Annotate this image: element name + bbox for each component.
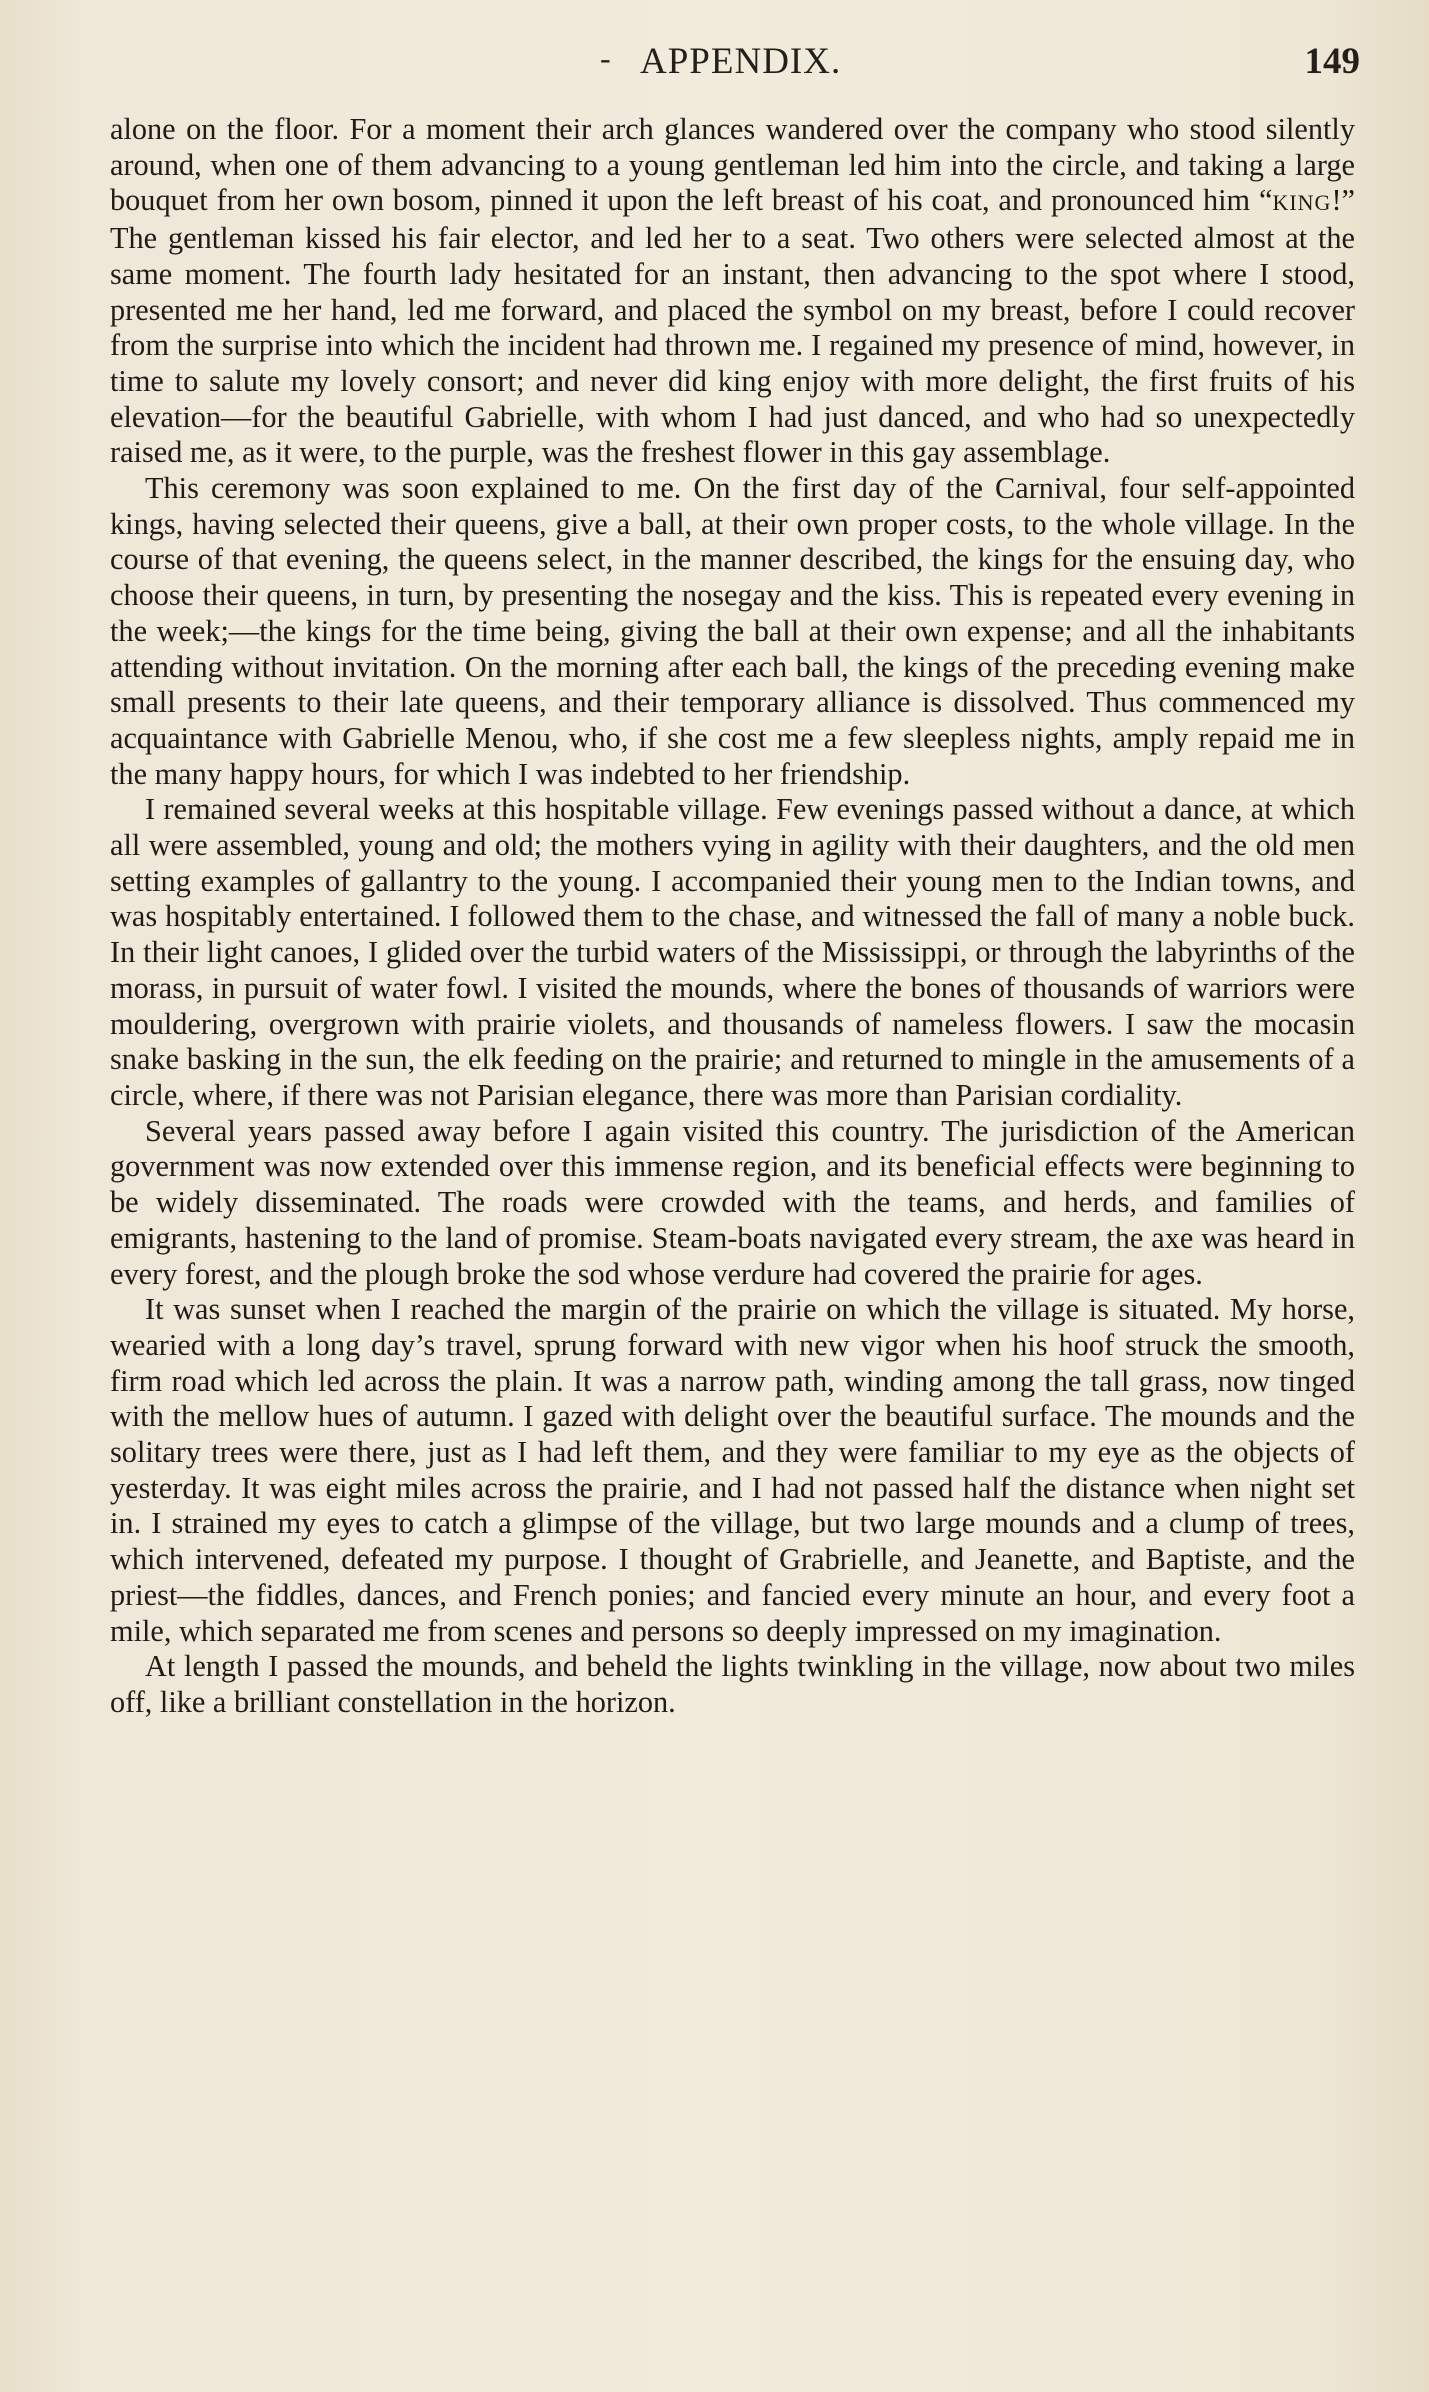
paragraph-1 [110,112,1355,471]
paragraph-2: This ceremony was soon explained to me. On the first day of the Carnival, four self-appointed kings, having selected their queens, give a ball, at their own proper costs, to the whole village. In the course of that evening, the queens select, in the manner described, the kings for the ensuing day, who choose their queens, in turn, by presenting the nosegay and the kiss. This is repeated every evening in the week;—the kings for the time being, giving the ball at their own expense; and all the inhabitants attending without invitation. On the morning after each ball, the kings of the preceding evening make small presents to their late queens, and their temporary alliance is dissolved. Thus commenced my acquaintance with Gabrielle Menou, who, if she cost me a few sleepless nights, amply repaid me in the many happy hours, for which I was indebted to her friendship. [110,471,1355,791]
paragraph-5: It was sunset when I reached the margin of the prairie on which the village is situated. My horse, wearied with a long day’s travel, sprung forward with new vigor when his hoof struck the smooth, firm road which led across the plain. It was a narrow path, winding among the tall grass, now tinged with the mellow hues of autumn. I gazed with delight over the beautiful surface. The mounds and the solitary trees were there, just as I had left them, and they were familiar to my eye as the objects of yesterday. It was eight miles across the prairie, and I had not passed half the distance when night set in. I strained my eyes to catch a glimpse of the village, but two large mounds and a clump of trees, which intervened, defeated my purpose. I thought of Grabrielle, and Jeanette, and Baptiste, and the priest—the fiddles, dances, and French ponies; and fancied every minute an hour, and every foot a mile, which separated me from scenes and persons so deeply impressed on my imagination. [110,1292,1355,1648]
paragraph-4: Several years passed away before I again visited this country. The jurisdiction of the American government was now extended over this immense region, and its beneficial effects were beginning to be widely disseminated. The roads were crowded with the teams, and herds, and families of emigrants, hastening to the land of promise. Steam-boats navigated every stream, the axe was heard in every forest, and the plough broke the sod whose verdure had covered the prairie for ages. [110,1113,1355,1291]
header-dash: - [600,40,611,76]
body-text [110,112,1355,1721]
paragraph-1-post: !” The gentleman kissed his fair elector, and led her to a seat. Two others were selected almost at the same moment. The fourth lady hesitated for an instant, then advancing to the spot where I stood, presented me her hand, led me forward, and placed the symbol on my breast, before I could recover from the surprise into which the incident had thrown me. I regained my presence of mind, however, in time to salute my lovely consort; and never did king enjoy with more delight, the first fruits of his elevation—for the beautiful Gabrielle, with whom I had just danced, and who had so unexpectedly raised me, as it were, to the purple, was the freshest flower in this gay assemblage. [110,183,1355,470]
king-smallcaps: KING [1272,190,1332,216]
paragraph-3: I remained several weeks at this hospitable village. Few evenings passed without a dance, at which all were assembled, young and old; the mothers vying in agility with their daughters, and the old men setting examples of gallantry to the young. I accompanied their young men to the Indian towns, and was hospitably entertained. I followed them to the chase, and witnessed the fall of many a noble buck. In their light canoes, I glided over the turbid waters of the Mississippi, or through the labyrinths of the morass, in pursuit of water fowl. I visited the mounds, where the bones of thousands of warriors were mouldering, overgrown with prairie violets, and thousands of nameless flowers. I saw the mocasin snake basking in the sun, the elk feeding on the prairie; and returned to mingle in the amusements of a circle, where, if there was not Parisian elegance, there was more than Parisian cordiality. [110,792,1355,1112]
running-header [110,40,1360,90]
page-number: 149 [1304,41,1360,82]
paragraph-6: At length I passed the mounds, and beheld the lights twinkling in the village, now about two miles off, like a brilliant constellation in the horizon. [110,1649,1355,1719]
header-title: APPENDIX. [640,41,842,82]
paragraph-1-pre: alone on the floor. For a moment their arch glances wandered over the company who stood silently around, when one of them advancing to a young gentleman led him into the circle, and taking a large bouquet from her own bosom, pinned it upon the left breast of his coat, and pronounced him “ [110,112,1355,218]
